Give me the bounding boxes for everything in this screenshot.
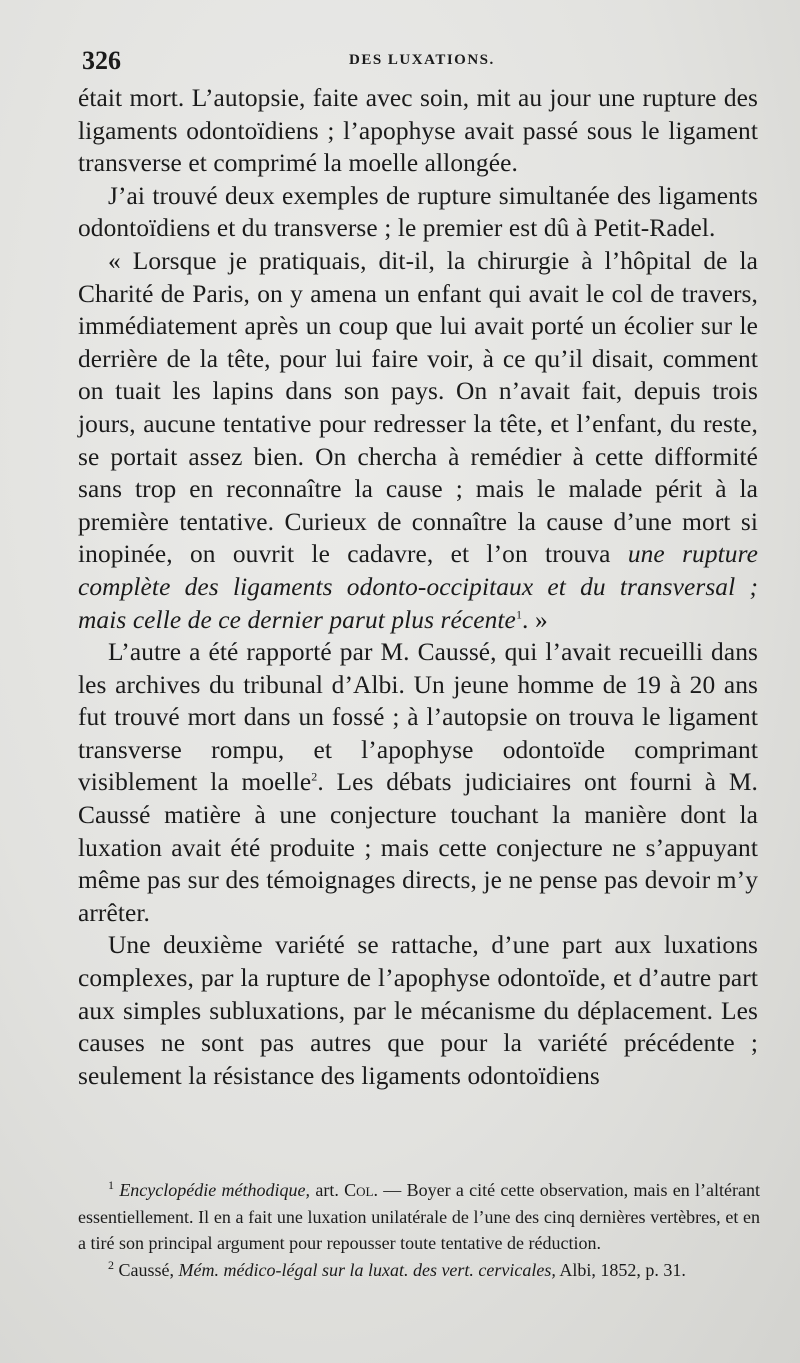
footnote-1-text: — Boyer a cité cette observation, mais en l’altérant essentiellement. Il en a fait une luxation unilatérale de l’une des cinq dernières vertèbres, et en a tiré son principal argument pour repousser toute tentative de réduction. xyxy=(78,1180,761,1253)
footnote-2 xyxy=(78,1257,760,1284)
footnote-ref-1[interactable]: 1 xyxy=(515,607,523,622)
footnote-1-article: Col. xyxy=(344,1180,378,1200)
paragraph-4-text-b: . Les débats judiciaires ont fourni à M. Caussé matière à une conjecture touchant la manière dont la luxation avait été produite ; mais cette conjecture ne s’appuyant même pas sur des témoignages directs, je ne pense pas devoir m’y arrêter. xyxy=(78,768,759,927)
page-header xyxy=(82,40,762,80)
main-text xyxy=(78,82,758,1092)
paragraph-2: J’ai trouvé deux exemples de rupture simultanée des ligaments odontoïdiens et du transverse ; le premier est dû à Petit-Radel. xyxy=(78,181,758,243)
running-title: DES LUXATIONS. xyxy=(349,52,495,68)
footnote-ref-2[interactable]: 2 xyxy=(311,770,318,784)
paragraph-1: était mort. L’autopsie, faite avec soin, mit au jour une rupture des ligaments odontoïdiens ; l’apophyse avait passé sous le ligament transverse et comprimé la moelle allongée. xyxy=(78,84,758,178)
footnote-1 xyxy=(78,1177,760,1257)
footnote-1-mark: 1 xyxy=(108,1178,114,1192)
footnote-2-mark: 2 xyxy=(108,1257,114,1272)
page-number: 326 xyxy=(82,46,121,75)
footnote-1-art: art. xyxy=(310,1180,345,1200)
quotation-italic-finding: une rupture complète des ligaments odonto-occipitaux et du transversal ; mais celle de ce dernier parut plus récente xyxy=(78,540,759,634)
footnote-2-source-title: Mém. médico-légal sur la luxat. des vert. cervicales, xyxy=(178,1259,556,1280)
footnote-1-source-title: Encyclopédie méthodique, xyxy=(119,1180,311,1200)
quotation-text: « Lorsque je pratiquais, dit-il, la chirurgie à l’hôpital de la Charité de Paris, on y amena un enfant qui avait le col de travers, immédiatement après un coup que lui avait porté un écolier sur le derrière de la tête, pour lui faire voir, à ce qu’il disait, comment on tuait les lapins dans son pays. On n’avait fait, depuis trois jours, aucune tentative pour redresser la tête, et l’enfant, du reste, se portait assez bien. On chercha à remédier à cette difformité sans trop en reconnaître la cause ; mais le malade périt à la première tentative. Curieux de connaître la cause d’une mort si inopinée, on ouvrit le cadavre, et l’on trouva xyxy=(78,246,758,569)
footnote-2-text: Albi, 1852, p. 31. xyxy=(555,1259,686,1280)
paragraph-3-quotation xyxy=(78,245,758,636)
footnote-2-author: Caussé, xyxy=(114,1259,179,1280)
paragraph-4-text-a: L’autre a été rapporté par M. Caussé, qui l’avait recueilli dans les archives du tribunal d’Albi. Un jeune homme de 19 à 20 ans fut trouvé mort dans un fossé ; à l’autopsie on trouva le ligament transverse rompu, et l’apophyse odontoïde comprimant visiblement la moelle xyxy=(78,638,758,797)
footnotes xyxy=(78,1177,760,1283)
paragraph-4 xyxy=(78,636,758,929)
quotation-close: . » xyxy=(522,605,548,634)
paragraph-5: Une deuxième variété se rattache, d’une part aux luxations complexes, par la rupture de l’apophyse odontoïde, et d’autre part aux simples subluxations, par le mécanisme du déplacement. Les causes ne sont pas autres que pour la variété précédente ; seulement la résistance des ligaments odontoïdiens xyxy=(78,931,758,1090)
